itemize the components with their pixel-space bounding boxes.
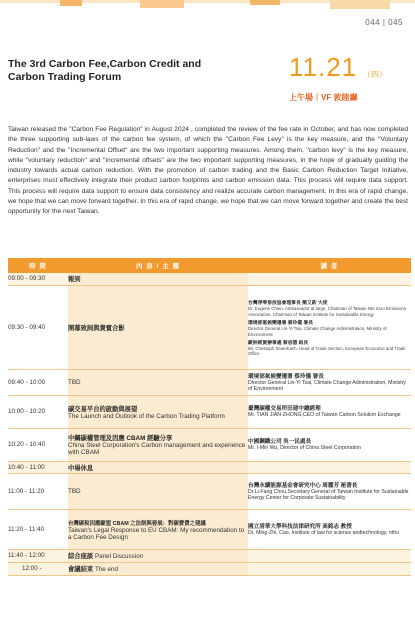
intro-paragraph: Taiwan released the "Carbon Fee Regulation" in August 2024 , completed the review of the fee rate in October, and has now completed the three supporting sub-laws of the carbon fee system, of which the "Carbon Fee Levy" is the key measure, and the "Voluntary Reduction" and the "Incremental Offset" are the two important supporting measures. Among them, "carbon levy" is the key measure, while "voluntary reduction" and "incremental offsets" are the two important supporting measures, in the hope of gradually guiding the industry towards actual carbon reduction. With the promotion of carbon trading and the Basic Carbon Reduction Target Initiative, enterprises must effectively integrate their product carbon footprints and carbon emission data. This process will require data support. This process will require data support to ensure data consistency and realize accurate carbon management. In this era of rapid change, we hope that we can move forward together. In this era of rapid change, we hope that we can move forward together and create the best opportunity for the next Taiwan. — [8, 126, 408, 216]
speaker-zh: 國立清華大學科技法律研究所 高銘志 教授 — [248, 523, 352, 530]
table-row — [8, 395, 411, 428]
event-weekday: （四） — [363, 70, 387, 79]
row-speaker — [248, 562, 411, 575]
speaker-en: Dr. Ming-Zhi, Cao, Institute of law for science andtechnology, nthu — [248, 529, 399, 536]
row-time: 11:00 - 11:20 — [8, 473, 68, 509]
topic-zh: 中鋼碳權管理及因應 CBAM 經驗分享 — [68, 435, 173, 442]
topic-en: The Launch and Outlook of the Carbon Trading Platform — [68, 412, 225, 420]
topic-zh: 綜合座談 — [68, 553, 94, 560]
topic-zh: 開幕致詞與貴賓合影 — [68, 324, 125, 332]
table-row — [8, 549, 411, 562]
table-row — [8, 509, 411, 549]
top-decoration — [0, 0, 415, 12]
speaker-zh: 台灣淨零排放協會理事長 簡又新 大使 — [248, 301, 328, 307]
row-speaker — [248, 461, 411, 473]
forum-title: The 3rd Carbon Fee,Carbon Credit and Carbon Trading Forum — [8, 58, 202, 83]
header-time: 時 間 — [8, 258, 68, 273]
table-row — [8, 285, 411, 369]
topic-zh: 碳交易平台的啟動與展望 — [68, 405, 138, 413]
speaker-en: Director General Lin-Yi Tsai, Climate Change Administration, Ministry of Environment — [248, 326, 387, 337]
row-time: 10:20 - 10:40 — [8, 428, 68, 461]
row-topic — [68, 473, 248, 509]
speaker-en: Dr. Eugene Chien, Ambassador at large, Chairman of Taiwan Net Zero Emissions Association, Chairman of Taiwan Institute for Sustainable Energy — [248, 306, 407, 317]
topic-zh: TBD — [68, 487, 81, 495]
topic-zh: 中場休息 — [68, 464, 94, 472]
row-topic — [68, 395, 248, 428]
row-topic — [68, 273, 248, 285]
row-time: 09:00 - 09:30 — [8, 273, 68, 285]
row-topic — [68, 549, 248, 562]
header-topic: 內 容 / 主 題 — [68, 258, 248, 273]
row-topic — [68, 285, 248, 369]
speaker-en: Dr.Li-Fang Chou,Secretary General of Taiwan Institute for Sustainable Energy Center for Corporate Sustainability — [248, 488, 409, 501]
speaker-zh: 歐洲經貿辦事處 蔡思德 組長 — [248, 340, 309, 346]
row-speaker — [248, 273, 411, 285]
row-topic — [68, 509, 248, 549]
session-venue: 上午場｜VF 敦睦廳 — [289, 93, 358, 102]
row-speaker — [248, 473, 411, 509]
row-time: 10:00 - 10:20 — [8, 395, 68, 428]
header-speaker: 講 者 — [248, 258, 411, 273]
table-row — [8, 369, 411, 395]
row-topic — [68, 461, 248, 473]
row-time: 09:30 - 09:40 — [8, 285, 68, 369]
row-speaker — [248, 428, 411, 461]
topic-en: Panel Discussion — [94, 553, 144, 560]
speaker-zh: 中國鋼鐵公司 吳一民處長 — [248, 439, 312, 446]
topic-en: The end — [94, 566, 119, 573]
speaker-zh: 臺灣碳權交易所田建中總經理 — [248, 406, 321, 413]
topic-zh: TBD — [68, 378, 81, 386]
table-row — [8, 461, 411, 473]
event-date: 11.21 — [289, 52, 358, 82]
page-numbers: 044 | 045 — [365, 18, 403, 27]
row-time: 10:40 - 11:00 — [8, 461, 68, 473]
row-topic — [68, 428, 248, 461]
row-speaker — [248, 369, 411, 395]
schedule-table — [8, 258, 411, 576]
speaker-zh: 台灣永續能源基金會研究中心 周麗芳 秘書長 — [248, 482, 358, 489]
speaker-en: Director General Lin-Yi Tsai, Climate Change Administration, Ministry of Environment — [248, 379, 406, 392]
row-time: 12:00 - — [8, 562, 68, 575]
row-speaker — [248, 509, 411, 549]
speaker-en: Mr. Christoph Sauerbach, Head of Trade Section, European Economic and Trade Office — [248, 345, 406, 357]
topic-zh: 報到 — [68, 276, 81, 284]
row-speaker — [248, 395, 411, 428]
speaker-zh: 環境部氣候變遷署 蔡玲儀 署長 — [248, 321, 314, 327]
table-row — [8, 473, 411, 509]
row-time: 11:20 - 11:40 — [8, 509, 68, 549]
topic-zh: 會議結束 — [68, 566, 94, 573]
row-topic — [68, 562, 248, 575]
row-time: 09:40 - 10:00 — [8, 369, 68, 395]
topic-en: Taiwan's Legal Response to EU CBAM: My recommendation to a Carbon Fee Design — [68, 527, 245, 541]
topic-en: China Steel Corporation's Carbon management and experience with CBAM — [68, 442, 246, 456]
table-row — [8, 428, 411, 461]
table-row — [8, 273, 411, 285]
row-speaker — [248, 285, 411, 369]
speaker-en: Mr. TIAN JIAN-ZHONG,CEO of Taiwan Carbon Solution Exchange — [248, 412, 401, 419]
schedule-header-row — [8, 258, 411, 273]
row-topic — [68, 369, 248, 395]
speaker-en: Mr. I-Min Wu, Director of China Steel Corporation — [248, 445, 361, 452]
speaker-zh: 環境部氣候變遷署 蔡玲儀 署長 — [248, 373, 324, 380]
table-row — [8, 562, 411, 575]
topic-zh: 台灣碳稅因應歐盟 CBAM 之法制與發展：對碳費費之建議 — [68, 521, 206, 527]
row-speaker — [248, 549, 411, 562]
row-time: 11:40 - 12:00 — [8, 549, 68, 562]
